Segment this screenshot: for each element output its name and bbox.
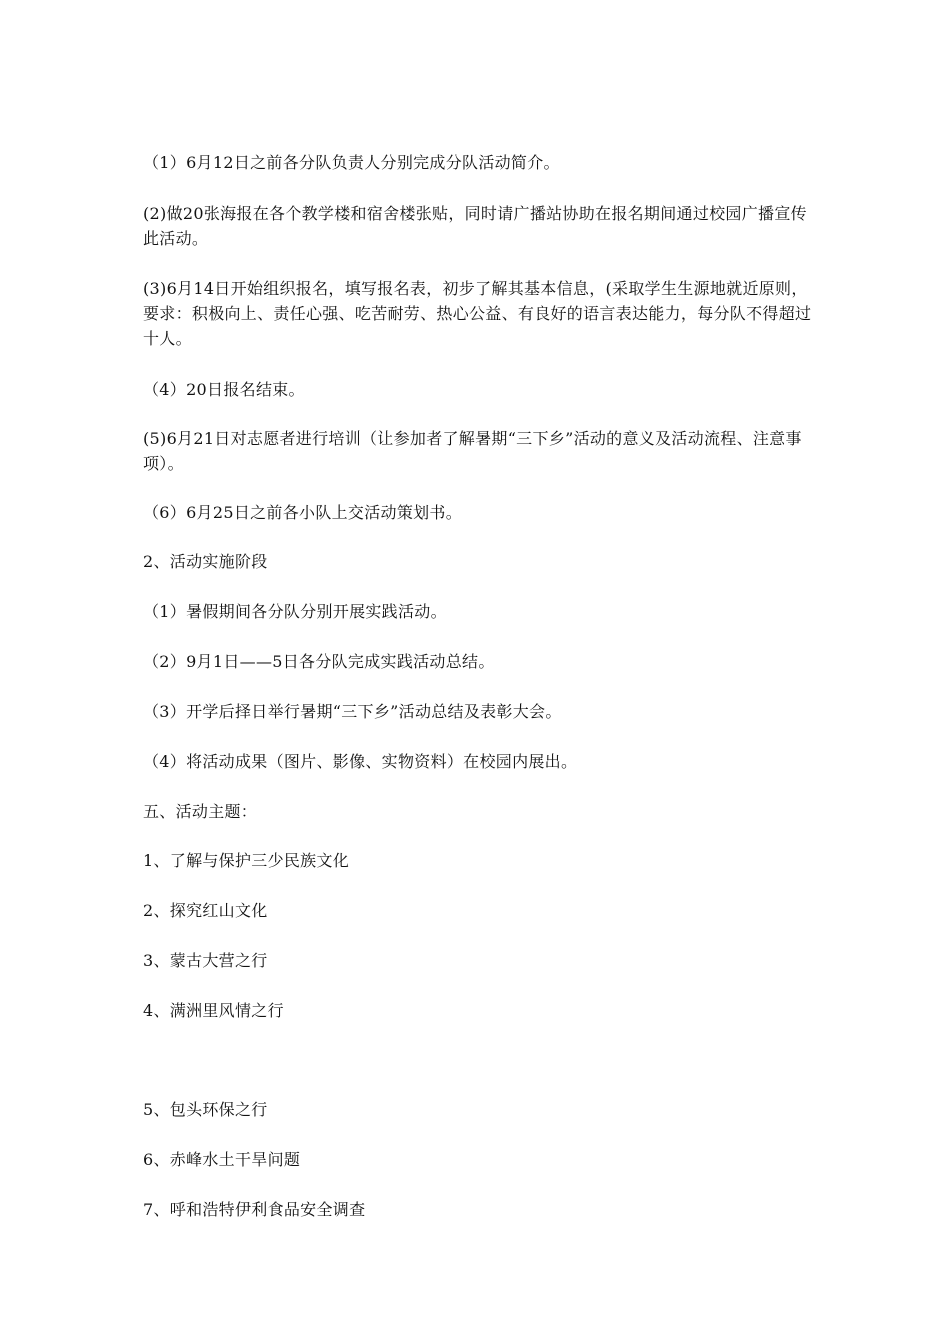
theme-item-4: 4、满洲里风情之行 — [143, 1001, 284, 1020]
section-heading-implementation: 2、活动实施阶段 — [143, 552, 268, 571]
paragraph-impl-1: （1）暑假期间各分队分别开展实践活动。 — [143, 602, 447, 621]
theme-item-5: 5、包头环保之行 — [143, 1100, 268, 1119]
paragraph-prep-3: (3)6月14日开始组织报名，填写报名表，初步了解其基本信息，(采取学生生源地就近原则，要求：积极向上、责任心强、吃苦耐劳、热心公益、有良好的语言表达能力，每分队不得超过十人。 — [143, 279, 812, 348]
paragraph-prep-6: （6）6月25日之前各小队上交活动策划书。 — [143, 503, 463, 522]
paragraph-prep-5: (5)6月21日对志愿者进行培训（让参加者了解暑期“三下乡”活动的意义及活动流程、注意事项）。 — [143, 429, 802, 473]
theme-item-7: 7、呼和浩特伊利食品安全调查 — [143, 1200, 366, 1219]
theme-item-6: 6、赤峰水土干旱问题 — [143, 1150, 301, 1169]
paragraph-impl-2: （2）9月1日——5日各分队完成实践活动总结。 — [143, 652, 495, 671]
paragraph-prep-1: （1）6月12日之前各分队负责人分别完成分队活动简介。 — [143, 153, 560, 172]
paragraph-impl-3: （3）开学后择日举行暑期“三下乡”活动总结及表彰大会。 — [143, 702, 562, 721]
theme-item-3: 3、蒙古大营之行 — [143, 951, 268, 970]
theme-item-1: 1、了解与保护三少民族文化 — [143, 851, 350, 870]
theme-item-2: 2、探究红山文化 — [143, 901, 268, 920]
paragraph-prep-2: (2)做20张海报在各个教学楼和宿舍楼张贴，同时请广播站协助在报名期间通过校园广播宣传此活动。 — [143, 204, 807, 248]
section-heading-themes: 五、活动主题： — [143, 802, 258, 821]
paragraph-impl-4: （4）将活动成果（图片、影像、实物资料）在校园内展出。 — [143, 752, 578, 771]
paragraph-prep-4: （4）20日报名结束。 — [143, 380, 305, 399]
